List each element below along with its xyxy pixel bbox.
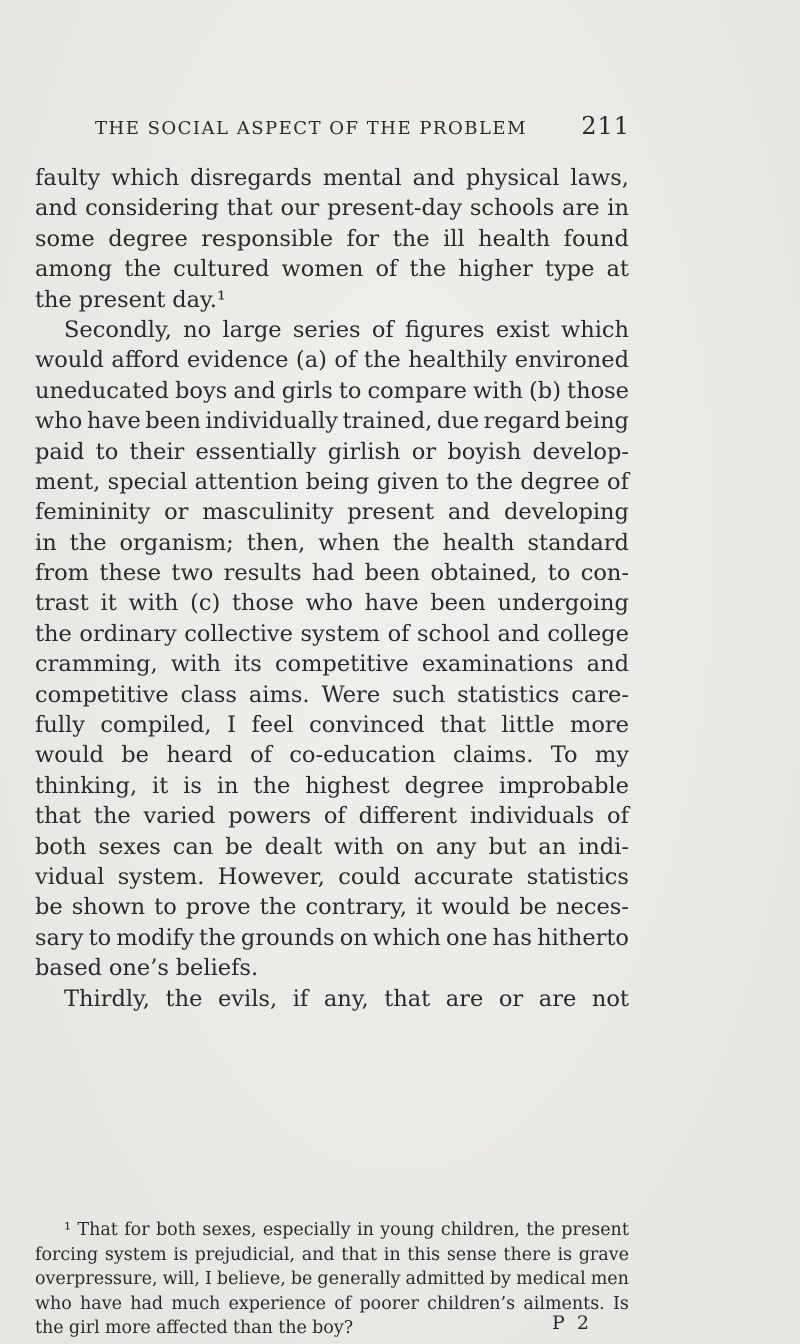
body-line: based one’s beliefs.: [35, 955, 259, 982]
body-line: Thirdly, the evils, if any, that are or are not: [64, 985, 629, 1012]
footnote: [35, 1218, 629, 1341]
body-line: that the varied powers of different individuals of: [35, 803, 629, 830]
body-line: in the organism; then, when the health standard: [35, 529, 629, 556]
footnote-line: who have had much experience of poorer children’s ailments. Is: [35, 1293, 629, 1314]
body-line: Secondly, no large series of figures exist which: [64, 316, 629, 343]
body-line: from these two results had been obtained, to con-: [35, 560, 629, 587]
body-line: both sexes can be dealt with on any but an indi-: [35, 833, 629, 860]
body-line: be shown to prove the contrary, it would be neces-: [35, 894, 629, 921]
body-text: [35, 163, 629, 1014]
body-line: would be heard of co-education claims. To my: [35, 742, 629, 769]
page-number: 211: [581, 112, 630, 140]
body-line: cramming, with its competitive examinations and: [35, 651, 629, 678]
body-line: who have been individually trained, due regard being: [35, 408, 629, 435]
footnote-line: overpressure, will, I believe, be generally admitted by medical men: [35, 1269, 629, 1289]
running-head: THE SOCIAL ASPECT OF THE PROBLEM: [95, 118, 527, 139]
body-line: vidual system. However, could accurate statistics: [35, 863, 629, 890]
body-line: paid to their essentially girlish or boyish develop-: [35, 438, 629, 465]
body-line: faulty which disregards mental and physical laws,: [35, 165, 629, 191]
body-line: and considering that our present-day schools are in: [35, 195, 629, 222]
body-line: trast it with (c) those who have been undergoing: [35, 590, 629, 617]
body-line: among the cultured women of the higher type at: [35, 256, 629, 283]
body-line: thinking, it is in the highest degree improbable: [35, 772, 629, 799]
body-line: the present day.¹: [35, 286, 226, 313]
body-line: competitive class aims. Were such statistics care-: [35, 681, 629, 708]
body-line: femininity or masculinity present and developing: [35, 499, 629, 526]
body-line: would afford evidence (a) of the healthily environed: [35, 347, 629, 374]
page-header: [95, 112, 630, 140]
footnote-line: the girl more affected than the boy?: [35, 1318, 354, 1338]
body-line: sary to modify the grounds on which one has hitherto: [35, 924, 629, 951]
body-line: fully compiled, I feel convinced that little more: [35, 712, 629, 739]
footnote-line: ¹ That for both sexes, especially in young children, the present: [64, 1220, 629, 1240]
body-line: some degree responsible for the ill health found: [35, 225, 629, 252]
body-line: uneducated boys and girls to compare with (b) those: [35, 377, 629, 404]
footnote-line: forcing system is prejudicial, and that in this sense there is grave: [35, 1244, 629, 1265]
body-line: ment, special attention being given to the degree of: [35, 468, 629, 495]
body-line: the ordinary collective system of school and college: [35, 620, 629, 647]
signature-mark: P 2: [552, 1312, 592, 1334]
